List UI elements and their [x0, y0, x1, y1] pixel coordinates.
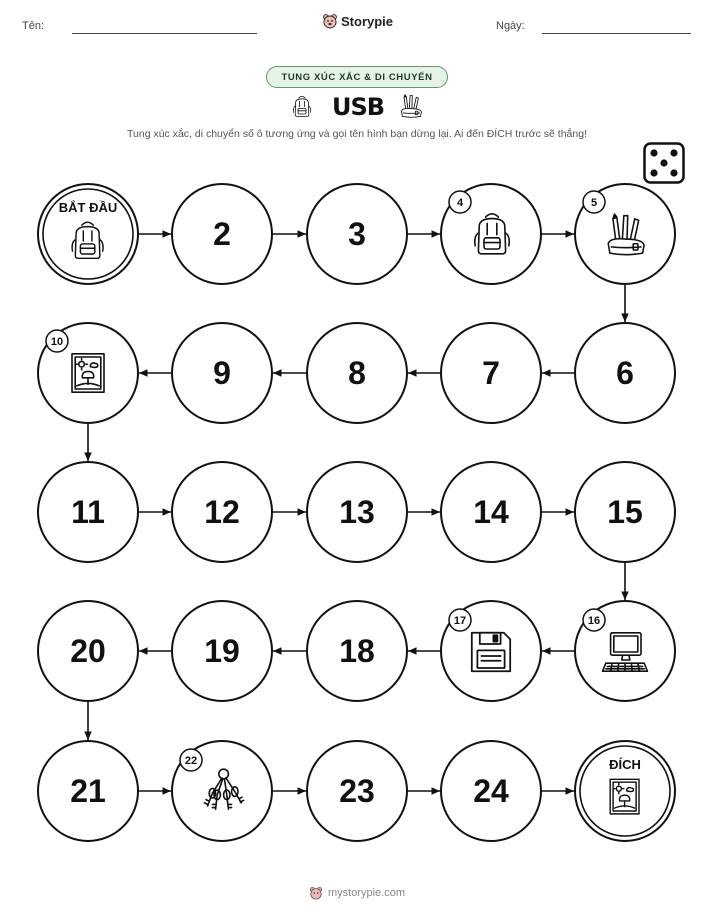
space-number: 11: [71, 494, 105, 530]
board-space: [441, 323, 541, 423]
board-space-picture: [441, 184, 541, 284]
brand-name: Storypie: [341, 13, 394, 29]
board-space-picture: [38, 323, 138, 423]
board-space: [307, 741, 407, 841]
date-label: Ngày:: [496, 20, 525, 32]
space-number: 8: [348, 355, 366, 391]
board-space-picture: [172, 741, 272, 841]
instructions: Tung xúc xắc, di chuyển số ô tương ứng và gọi tên hình bạn dừng lại. Ai đến ĐÍCH trước sẽ thắng!: [126, 128, 587, 140]
floppy-disk-icon: [472, 633, 510, 671]
board-space: [172, 462, 272, 562]
picture-icon: [72, 354, 104, 392]
board-space: [172, 323, 272, 423]
space-number: 5: [590, 197, 598, 209]
space-number: 23: [339, 773, 375, 809]
game-type-tag: TUNG XÚC XẮC & DI CHUYỂN: [266, 66, 448, 88]
board-space: [307, 184, 407, 284]
board-space: [575, 323, 675, 423]
space-number: 14: [473, 494, 509, 530]
space-number: 16: [587, 615, 601, 627]
space-number: 12: [204, 494, 240, 530]
space-number: 6: [616, 355, 634, 391]
board-space: [307, 601, 407, 701]
footer: [0, 886, 714, 900]
start-label: BẮT ĐẦU: [58, 200, 118, 215]
space-number: 18: [339, 633, 375, 669]
board-space: [38, 741, 138, 841]
board-space: [38, 601, 138, 701]
board-space: [307, 462, 407, 562]
board-space: [307, 323, 407, 423]
board-space: [441, 462, 541, 562]
space-number: 21: [70, 773, 106, 809]
board-space: [575, 462, 675, 562]
topic-title: USB: [332, 93, 385, 121]
space-number: 19: [204, 633, 240, 669]
board-space: [172, 184, 272, 284]
picture-icon: [610, 779, 639, 814]
space-number: 9: [213, 355, 231, 391]
board-space-picture: [575, 184, 675, 284]
space-number: 20: [70, 633, 106, 669]
finish-label: ĐÍCH: [609, 757, 641, 772]
space-number: 15: [607, 494, 643, 530]
space-number: 4: [456, 197, 464, 209]
space-number: 3: [348, 216, 366, 252]
space-number: 2: [213, 216, 231, 252]
board-space-start: [38, 184, 138, 284]
space-number: 22: [184, 755, 198, 767]
board-space: [172, 601, 272, 701]
space-number: 7: [482, 355, 500, 391]
board-space-finish: [575, 741, 675, 841]
name-label: Tên:: [22, 20, 45, 32]
board-space: [441, 741, 541, 841]
space-number: 13: [339, 494, 375, 530]
footer-site[interactable]: mystorypie.com: [327, 887, 406, 899]
board-space-picture: [441, 601, 541, 701]
board-space-picture: [575, 601, 675, 701]
space-number: 17: [453, 615, 467, 627]
space-number: 24: [473, 773, 509, 809]
board-space: [38, 462, 138, 562]
space-number: 10: [50, 336, 64, 348]
bear-logo-icon: [309, 886, 323, 900]
